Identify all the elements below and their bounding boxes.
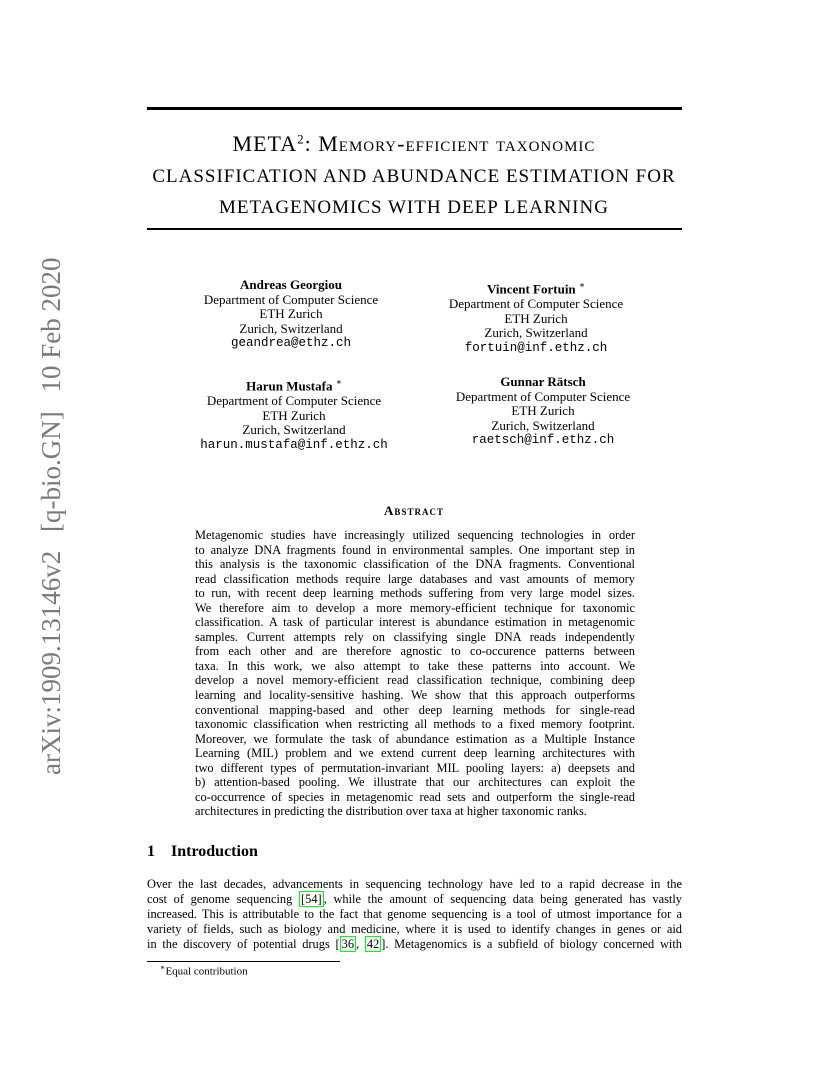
intro-line: Over the last decades, advancements in sequencing technology have led to a rapid decrease in the xyxy=(147,877,682,891)
footnote-mark: ∗ xyxy=(160,963,166,972)
title-line-1-rest: : Memory-efficient taxonomic xyxy=(304,131,596,156)
title-superscript: 2 xyxy=(297,131,305,147)
section-title: Introduction xyxy=(171,843,258,860)
abstract-line: two different types of permutation-invariant MIL pooling layers: a) deepsets and xyxy=(195,760,635,775)
arxiv-id: arXiv:1909.13146v2 xyxy=(36,550,66,775)
author-city: Zurich, Switzerland xyxy=(239,320,343,336)
author-block xyxy=(171,278,411,351)
author-email[interactable]: fortuin@inf.ethz.ch xyxy=(464,340,608,355)
abstract-line: Learning (MIL) problem and we extend current deep learning architectures with xyxy=(195,746,635,761)
abstract-line: this analysis is the taxonomic classification of the DNA fragments. Conventional xyxy=(195,557,635,572)
author-name: Vincent Fortuin ∗ xyxy=(486,280,586,297)
abstract-heading: Abstract xyxy=(384,503,444,518)
author-city: Zurich, Switzerland xyxy=(484,325,588,341)
intro-paragraph xyxy=(147,877,682,952)
paper-title xyxy=(120,128,708,223)
abstract-line: taxonomic classification when restricting all methods to a fixed memory footprint. xyxy=(195,717,635,732)
abstract-line: classification. A task of particular interest is abundance estimation in metagenomic xyxy=(195,615,635,630)
title-bottom-rule xyxy=(147,228,682,230)
author-block xyxy=(423,375,663,448)
title-line-1 xyxy=(120,128,708,161)
citation-link[interactable]: 42 xyxy=(366,936,380,951)
author-institution: ETH Zurich xyxy=(504,310,568,326)
author-email[interactable]: harun.mustafa@inf.ethz.ch xyxy=(200,437,388,452)
author-block xyxy=(174,375,414,452)
abstract-line: co-occurrence of species in metagenomic read sets and outperform the single-read xyxy=(195,789,635,804)
author-department: Department of Computer Science xyxy=(203,291,379,307)
author-city: Zurich, Switzerland xyxy=(491,417,595,433)
author-block xyxy=(416,278,656,355)
equal-contribution-mark: ∗ xyxy=(335,377,342,387)
author-institution: ETH Zurich xyxy=(259,306,323,322)
intro-line: in the discovery of potential drugs [ 36 , 42 ]. Metagenomics is a subfield of biology concerned with xyxy=(147,936,682,951)
abstract-line: Moreover, we formulate the task of abundance estimation as a Multiple Instance xyxy=(195,731,635,746)
citation-link[interactable]: 36 xyxy=(341,936,355,951)
arxiv-date: 10 Feb 2020 xyxy=(36,257,66,393)
abstract-body xyxy=(195,528,635,819)
author-department: Department of Computer Science xyxy=(206,392,382,408)
abstract-line: to analyze DNA fragments found in environmental samples. One important step in xyxy=(195,542,635,557)
title-acronym: META xyxy=(232,131,298,156)
author-email[interactable]: geandrea@ethz.ch xyxy=(230,336,352,351)
author-department: Department of Computer Science xyxy=(455,388,631,404)
abstract-line: to run, with recent deep learning methods suffering from very large model sizes. xyxy=(195,586,635,601)
citation-link[interactable]: [54] xyxy=(301,891,322,906)
author-name: Harun Mustafa ∗ xyxy=(246,377,342,394)
author-city: Zurich, Switzerland xyxy=(242,422,346,438)
footnote-text: Equal contribution xyxy=(165,965,248,978)
title-line-2: CLASSIFICATION AND ABUNDANCE ESTIMATION FOR xyxy=(152,166,676,187)
abstract-line: architectures in predicting the distribution over taxa at higher taxonomic ranks. xyxy=(195,804,587,819)
footnote xyxy=(160,963,248,978)
author-institution: ETH Zurich xyxy=(262,407,326,423)
intro-line: increased. This is attributable to the fact that genome sequencing is a tool of utmost importance for a xyxy=(147,906,682,921)
title-top-rule xyxy=(147,107,682,110)
intro-line: variety of fields, such as biology and medicine, where it is used to identify changes in genes or aid xyxy=(147,921,682,936)
abstract-line: read classification methods require large databases and vast amounts of memory xyxy=(195,571,635,586)
author-name: Gunnar Rätsch xyxy=(500,374,586,389)
author-department: Department of Computer Science xyxy=(448,295,624,311)
author-institution: ETH Zurich xyxy=(511,403,575,419)
abstract-line: conventional mapping-based and other deep learning methods for single-read xyxy=(195,702,635,717)
abstract-line: taxa. In this work, we also attempt to take these patterns into account. We xyxy=(195,658,635,673)
section-number: 1 xyxy=(147,843,155,860)
abstract-line: from each other and are therefore agnostic to co-occurence patterns between xyxy=(195,644,635,659)
author-email[interactable]: raetsch@inf.ethz.ch xyxy=(471,433,615,448)
arxiv-stamp xyxy=(36,246,67,775)
equal-contribution-mark: ∗ xyxy=(578,280,586,290)
abstract-line: learning and locality-sensitive hashing. We show that this approach outperforms xyxy=(195,688,635,703)
abstract-line: develop a novel memory-efficient read classification technique, combining deep xyxy=(195,673,635,688)
arxiv-category: [q-bio.GN] xyxy=(36,411,66,533)
abstract-line: Metagenomic studies have increasingly utilized sequencing technologies in order xyxy=(195,528,635,542)
abstract-line: We therefore aim to develop a more memory-efficient technique for taxonomic xyxy=(195,600,635,615)
intro-line: cost of genome sequencing [54] , while the amount of sequencing data being generated has vastly xyxy=(147,891,682,906)
title-line-3: METAGENOMICS WITH DEEP LEARNING xyxy=(219,197,609,218)
section-heading xyxy=(147,843,258,861)
footnote-rule xyxy=(147,961,340,962)
abstract-line: samples. Current attempts rely on classifying single DNA reads independently xyxy=(195,629,635,644)
author-name: Andreas Georgiou xyxy=(240,277,342,292)
abstract-line: b) attention-based pooling. We illustrate that our architectures can exploit the xyxy=(195,775,635,790)
